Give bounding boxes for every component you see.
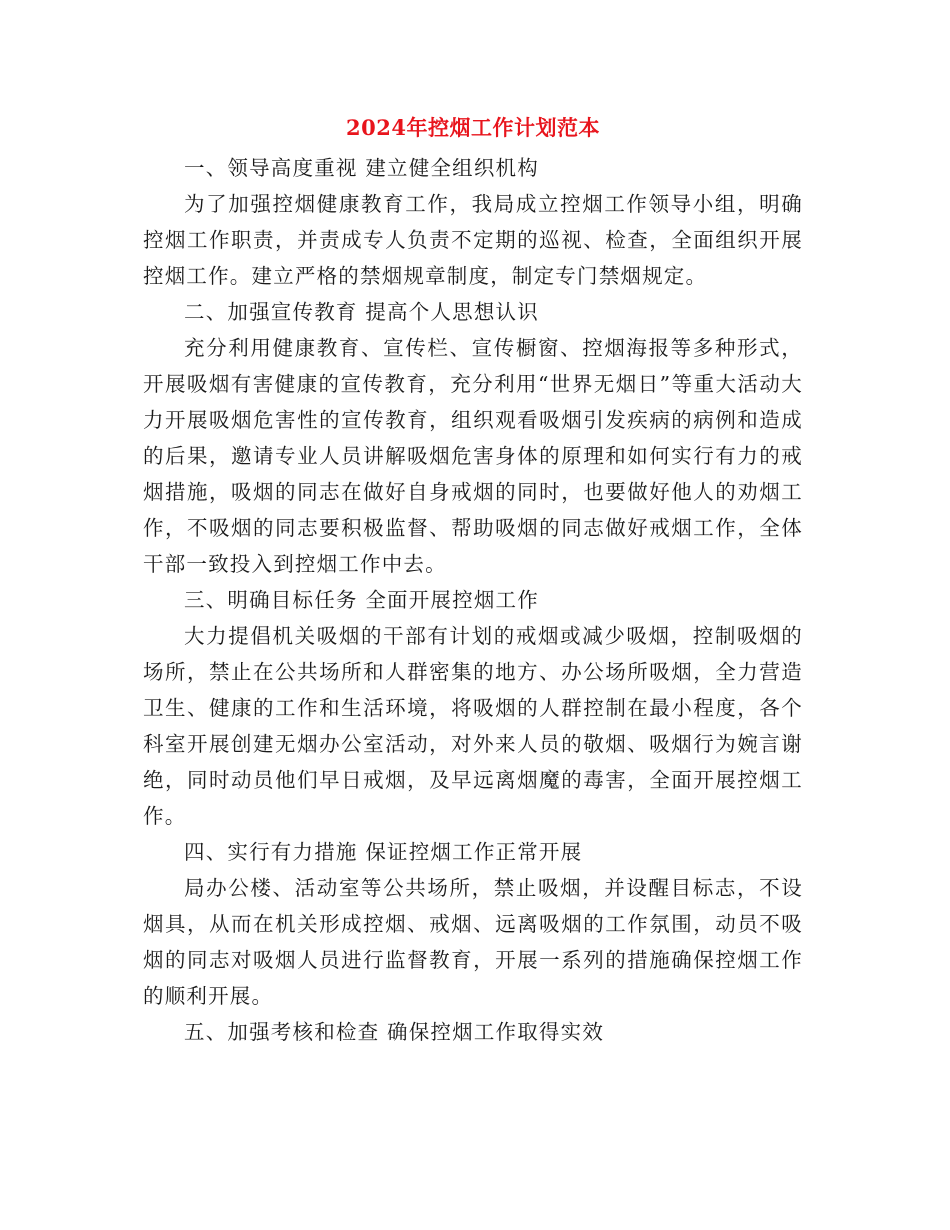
section-heading: 四、实行有力措施 保证控烟工作正常开展: [184, 840, 583, 864]
section-heading: 一、领导高度重视 建立健全组织机构: [184, 156, 539, 180]
section-body: 为了加强控烟健康教育工作，我局成立控烟工作领导小组，明确控烟工作职责，并责成专人负责不定期的巡视、检查，全面组织开展控烟工作。建立严格的禁烟规章制度，制定专门禁烟规定。: [143, 192, 803, 288]
section-body: 局办公楼、活动室等公共场所，禁止吸烟，并设醒目标志，不设烟具，从而在机关形成控烟、戒烟、远离吸烟的工作氛围，动员不吸烟的同志对吸烟人员进行监督教育，开展一系列的措施确保控烟工作的顺利开展。: [143, 876, 803, 1008]
section-heading: 三、明确目标任务 全面开展控烟工作: [184, 588, 539, 612]
section-body: 大力提倡机关吸烟的干部有计划的戒烟或减少吸烟，控制吸烟的场所，禁止在公共场所和人群密集的地方、办公场所吸烟，全力营造卫生、健康的工作和生活环境，将吸烟的人群控制在最小程度，各个科室开展创建无烟办公室活动，对外来人员的敬烟、吸烟行为婉言谢绝，同时动员他们早日戒烟，及早远离烟魔的毒害，全面开展控烟工作。: [143, 624, 803, 828]
section-heading: 五、加强考核和检查 确保控烟工作取得实效: [184, 1020, 605, 1044]
section-body: 充分利用健康教育、宣传栏、宣传橱窗、控烟海报等多种形式，开展吸烟有害健康的宣传教育，充分利用“世界无烟日”等重大活动大力开展吸烟危害性的宣传教育，组织观看吸烟引发疾病的病例和造成的后果，邀请专业人员讲解吸烟危害身体的原理和如何实行有力的戒烟措施，吸烟的同志在做好自身戒烟的同时，也要做好他人的劝烟工作，不吸烟的同志要积极监督、帮助吸烟的同志做好戒烟工作，全体干部一致投入到控烟工作中去。: [143, 336, 803, 576]
section-heading: 二、加强宣传教育 提高个人思想认识: [184, 300, 539, 324]
document-title: 2024年控烟工作计划范本: [346, 115, 600, 140]
document-page: [143, 110, 803, 1050]
